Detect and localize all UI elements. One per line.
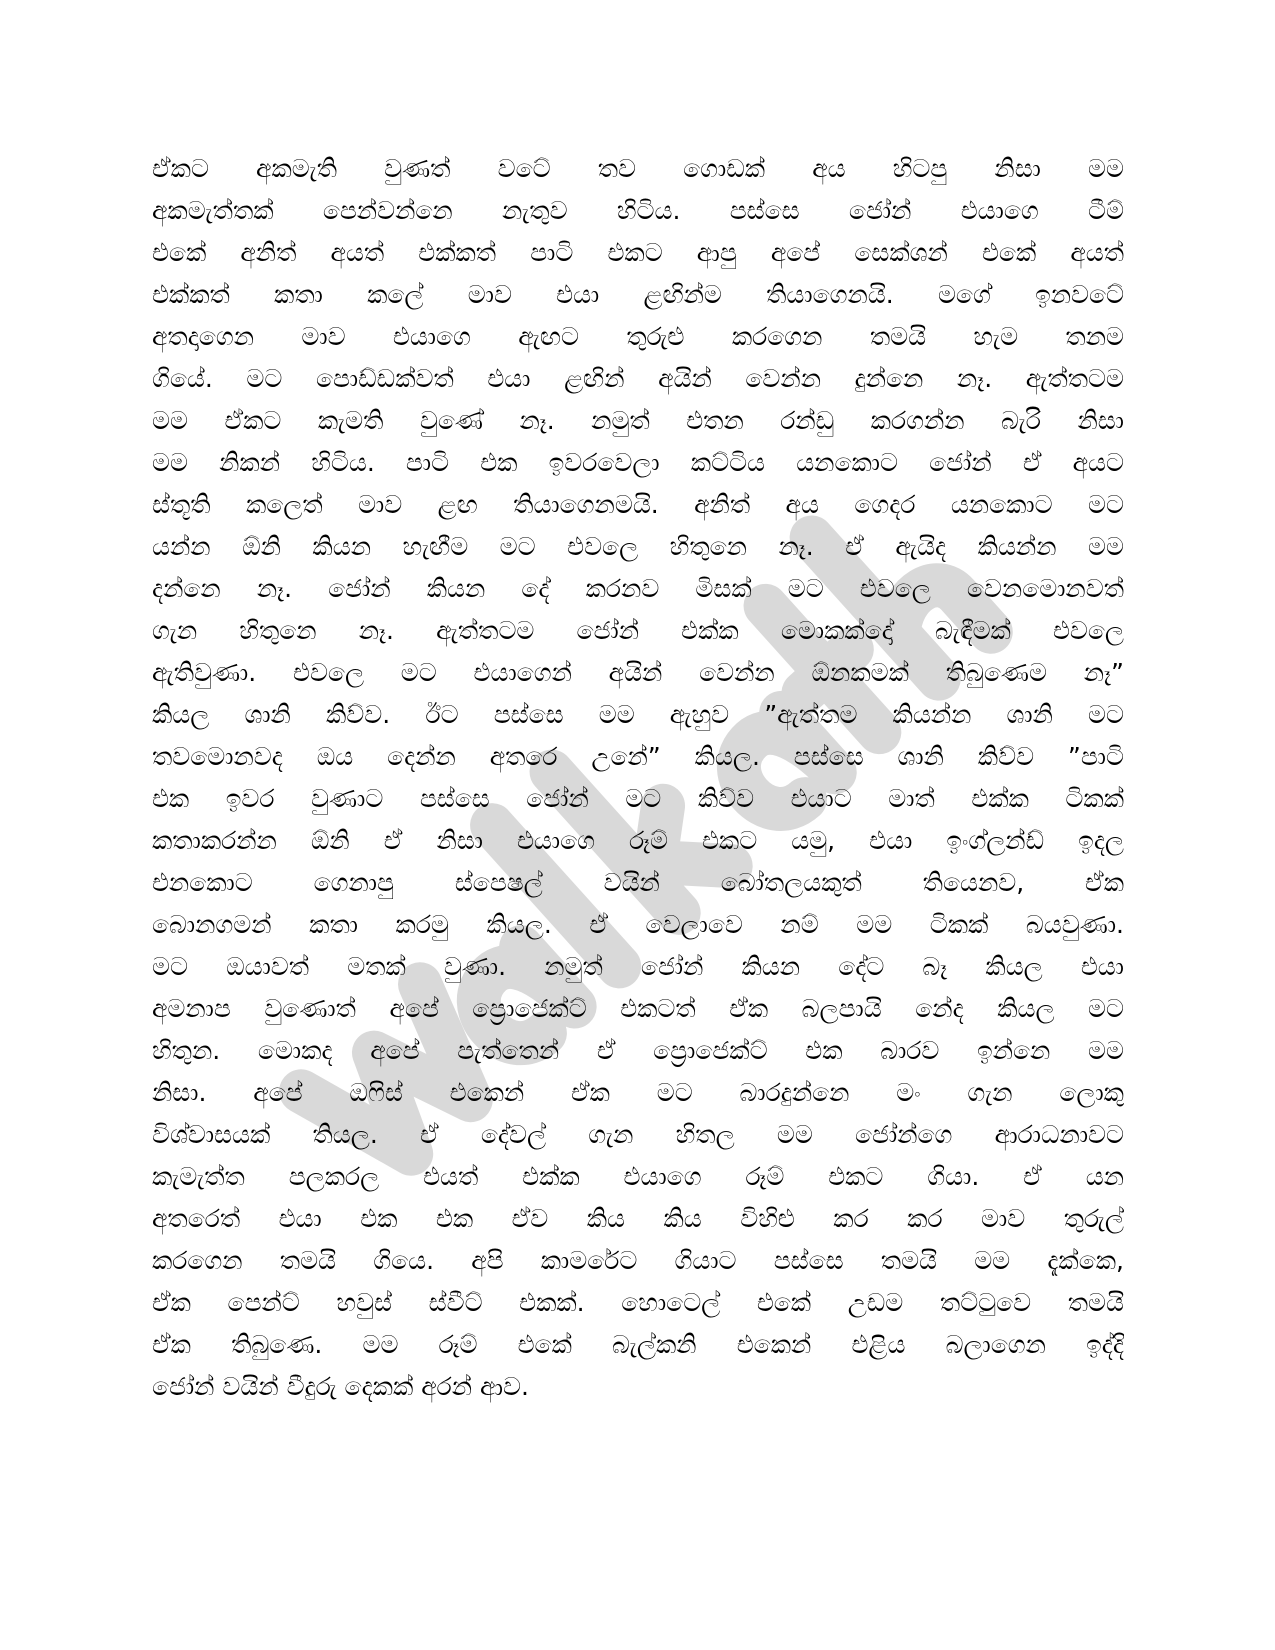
text-line: නිසා. අපේ ඔෆිස් එකෙන් ඒක මට බාරදුන්නෙ මං ගැන ලොකු [152,1078,1124,1107]
text-line: එකේ අනිත් අයත් එක්කත් පාටි එකට ආපු අපේ සෙක්ශන් එකේ අයත් [152,238,1124,267]
text-line: විශ්වාසයක් තියල. ඒ දේවල් ගැන හිතල මම ජෝන්ගෙ ආරාධනාවට [152,1120,1124,1149]
text-line: කතාකරන්න ඕනි ඒ නිසා එයාගෙ රූම් එකට යමු, එයා ඉංග්ලන්ඩ් ඉදල [152,826,1124,855]
text-line: යන්න ඕනි කියන හැඟීම මට එවලෙ හිතුනෙ නෑ. ඒ ඇයිද කියන්න මම [152,532,1124,561]
text-line: අතදාගෙන මාව එයාගෙ ඇඟට තුරුළු කරගෙන තමයි හැම තනම [152,322,1124,351]
text-line: අතරෙත් එයා එක එක ඒව කිය කිය විහිළු කර කර මාව තුරුල් [152,1204,1124,1233]
text-line: එක්කත් කතා කලේ මාව එයා ළඟින්ම තියාගෙනයි. මගේ ඉනවටේ [152,280,1124,309]
text-line: කරගෙන තමයි ගියෙ. අපි කාමරේට ගියාට පස්සෙ තමයි මම දැක්කෙ, [152,1246,1124,1275]
text-line: ඒකට අකමැති වුණත් වටේ තව ගොඩක් අය හිටපු නිසා මම [152,154,1124,183]
text-line: ඒක තිබුණෙ. මම රූම් එකේ බැල්කනි එකෙන් එළිය බලාගෙන ඉද්දි [152,1330,1124,1359]
text-line: ගියේ. මට පොඩ්ඩක්වත් එයා ළඟින් අයින් වෙන්න දුන්නෙ නෑ. ඇත්තටම [152,364,1124,393]
text-line: එක ඉවර වුණාට පස්සෙ ජෝන් මට කිව්ව එයාට මාත් එක්ක ටිකක් [152,784,1124,813]
text-line: කියල ශානි කිව්ව. ඊට පස්සෙ මම ඇහුව ”ඇත්තම කියන්න ශානි මට [152,700,1124,729]
text-line: අකමැත්තක් පෙන්වන්නෙ නැතුව හිටිය. පස්සෙ ජෝන් එයාගෙ ටීම් [152,196,1124,225]
text-line: ජෝන් වයින් වීදුරු දෙකක් අරන් ආව. [152,1372,529,1401]
text-line: මට ඔයාවත් මතක් වුණා. නමුත් ජෝන් කියන දේට බෑ කියල එයා [152,952,1124,981]
text-line: ඒක පෙන්ට් හවුස් ස්වීට් එකක්. හොටෙල් එකේ උඩම තට්ටුවෙ තමයි [152,1288,1124,1317]
text-line: අමනාප වුණොත් අපේ ප්‍රොජෙක්ට් එකටත් ඒක බලපායි නේද කියල මට [152,994,1124,1023]
text-line: මම ඒකට කැමති වුණේ නෑ. නමුත් එතන රන්ඩු කරගන්න බැරි නිසා [152,406,1124,435]
text-line: බොනගමන් කතා කරමු කියල. ඒ වෙලාවෙ නම් මම ටිකක් බයවුණා. [152,910,1124,939]
text-line: හිතුන. මොකද අපේ පැත්තෙන් ඒ ප්‍රොජෙක්ට් එක බාරව ඉන්නෙ මම [152,1036,1124,1065]
text-line: දන්නෙ නෑ. ජෝන් කියන දේ කරනව මිසක් මට එවලෙ වෙනමොනවත් [152,574,1124,603]
text-line: ගැන හිතුනෙ නෑ. ඇත්තටම ජෝන් එක්ක මොකක්දෝ බැඳීමක් එවලෙ [152,616,1124,645]
text-line: මම නිකන් හිටිය. පාටි එක ඉවරවෙලා කට්ටිය යනකොට ජෝන් ඒ අයට [152,448,1124,477]
text-line: කැමැත්ත පලකරල එයත් එක්ක එයාගෙ රූම් එකට ගියා. ඒ යන [152,1162,1124,1191]
text-line: තවමොනවද ඔය දෙන්න අතරෙ උනේ” කියල. පස්සෙ ශානි කිව්ව ”පාටි [152,742,1124,771]
body-text [152,148,1124,1508]
text-line: ඇතිවුණා. එවලෙ මට එයාගෙන් අයින් වෙන්න ඕනකමක් තිබුණෙම නෑ” [152,658,1124,687]
text-line: ස්තූති කලෙත් මාව ළඟ තියාගෙනමයි. අනිත් අය ගෙදර යනකොට මට [152,490,1124,519]
text-line: එනකොට ගෙනාපු ස්පෙෂල් වයින් බෝතලයකුත් තියෙනව, ඒක [152,868,1124,897]
